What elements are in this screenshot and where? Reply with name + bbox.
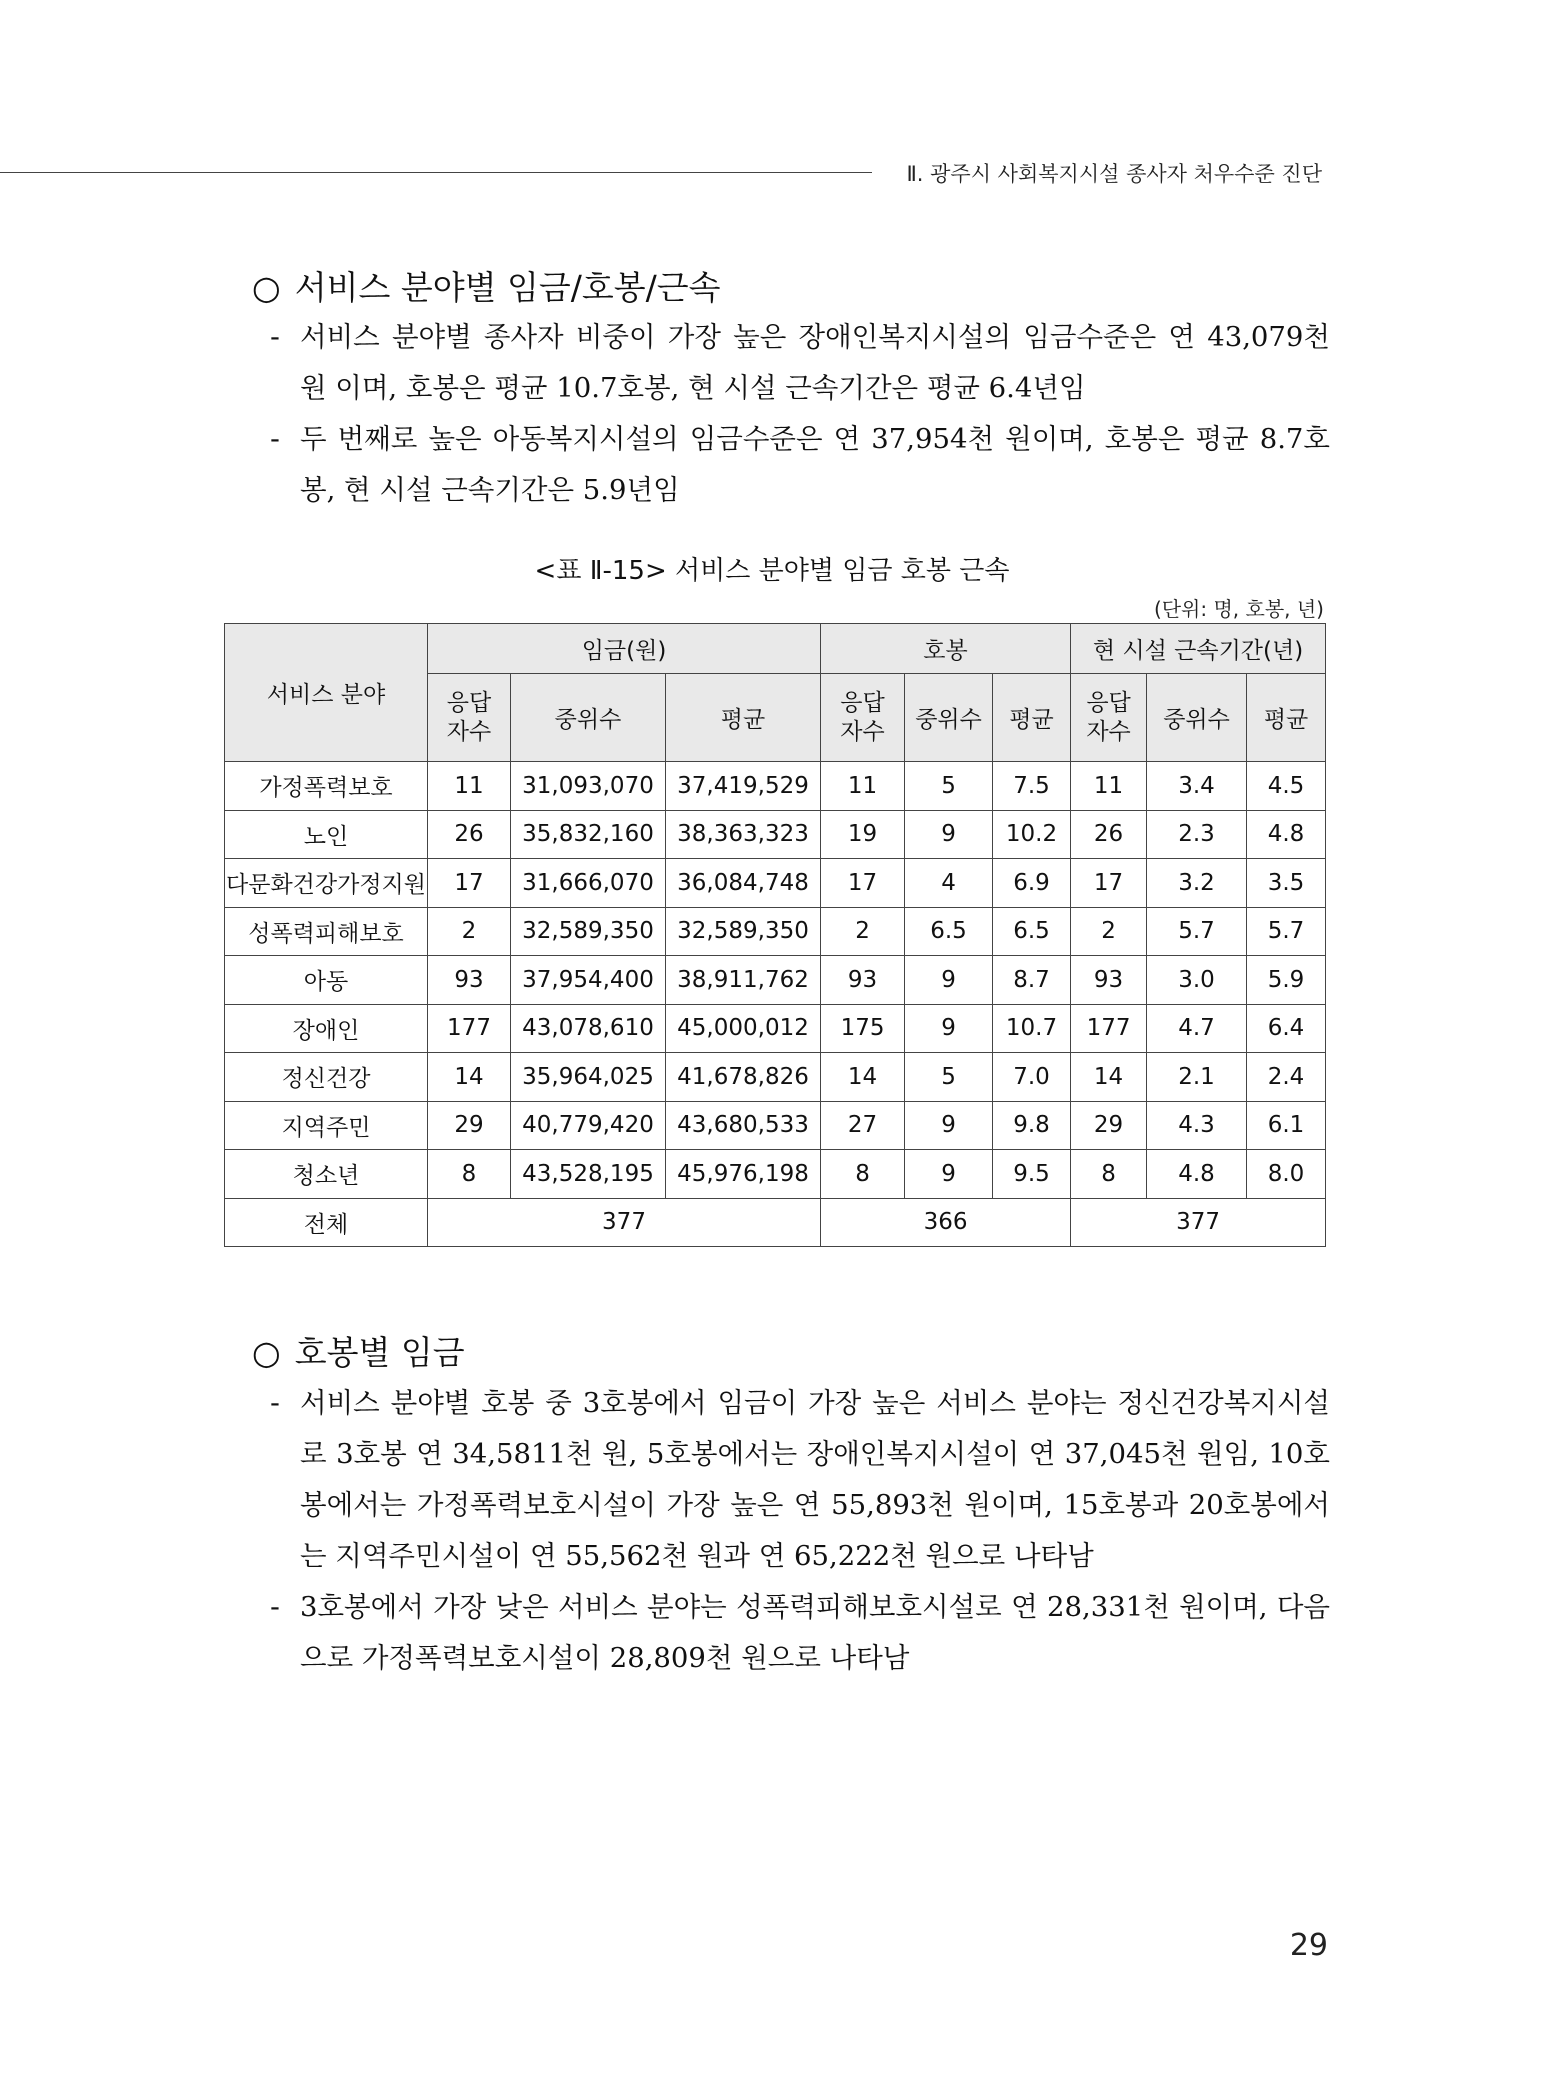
tenure-mean-cell: 3.5 [1247,859,1326,908]
tenure-respondents-cell: 93 [1071,956,1147,1005]
table-row [225,1004,1326,1053]
header-respondents: 응답자수 [1071,674,1147,762]
wage-respondents-cell: 177 [428,1004,511,1053]
total-wage-n: 377 [428,1198,821,1247]
tenure-respondents-cell: 177 [1071,1004,1147,1053]
bullet-text: 3호봉에서 가장 낮은 서비스 분야는 성폭력피해보호시설로 연 28,331천 원이며, 다음으로 가정폭력보호시설이 28,809천 원으로 나타남 [300,1591,1330,1674]
table-row [225,1150,1326,1199]
step-mean-cell: 7.5 [993,762,1071,811]
tenure-median-cell: 4.7 [1147,1004,1247,1053]
step-median-cell: 9 [905,1101,993,1150]
total-label: 전체 [225,1198,428,1247]
header-median: 중위수 [905,674,993,762]
wage-mean-cell: 38,363,323 [666,810,821,859]
step-respondents-cell: 93 [821,956,905,1005]
circle-bullet-icon: ○ [252,268,281,307]
tenure-respondents-cell: 26 [1071,810,1147,859]
wage-respondents-cell: 93 [428,956,511,1005]
tenure-mean-cell: 8.0 [1247,1150,1326,1199]
wage-mean-cell: 45,000,012 [666,1004,821,1053]
dash-bullet-icon: - [270,321,280,353]
service-field-cell: 장애인 [225,1004,428,1053]
wage-median-cell: 31,093,070 [511,762,666,811]
tenure-median-cell: 3.4 [1147,762,1247,811]
tenure-respondents-cell: 29 [1071,1101,1147,1150]
tenure-respondents-cell: 8 [1071,1150,1147,1199]
header-median: 중위수 [1147,674,1247,762]
service-field-cell: 가정폭력보호 [225,762,428,811]
tenure-respondents-cell: 2 [1071,907,1147,956]
wage-median-cell: 43,528,195 [511,1150,666,1199]
step-respondents-cell: 2 [821,907,905,956]
bullet-text: 두 번째로 높은 아동복지시설의 임금수준은 연 37,954천 원이며, 호봉은 평균 8.7호봉, 현 시설 근속기간은 5.9년임 [300,423,1330,506]
tenure-respondents-cell: 11 [1071,762,1147,811]
wage-median-cell: 32,589,350 [511,907,666,956]
table-row [225,762,1326,811]
service-field-cell: 성폭력피해보호 [225,907,428,956]
step-respondents-cell: 8 [821,1150,905,1199]
tenure-mean-cell: 4.8 [1247,810,1326,859]
total-tenure-n: 377 [1071,1198,1326,1247]
tenure-respondents-cell: 17 [1071,859,1147,908]
table-row [225,810,1326,859]
wage-median-cell: 31,666,070 [511,859,666,908]
tenure-median-cell: 4.3 [1147,1101,1247,1150]
wage-mean-cell: 32,589,350 [666,907,821,956]
header-mean: 평균 [666,674,821,762]
service-field-cell: 다문화건강가정지원 [225,859,428,908]
wage-mean-cell: 43,680,533 [666,1101,821,1150]
header-mean: 평균 [1247,674,1326,762]
table-row [225,1101,1326,1150]
bullet-item [270,1582,1330,1684]
wage-mean-cell: 36,084,748 [666,859,821,908]
step-mean-cell: 10.7 [993,1004,1071,1053]
step-median-cell: 6.5 [905,907,993,956]
tenure-median-cell: 3.2 [1147,859,1247,908]
tenure-mean-cell: 6.1 [1247,1101,1326,1150]
tenure-mean-cell: 5.7 [1247,907,1326,956]
wage-respondents-cell: 26 [428,810,511,859]
tenure-median-cell: 4.8 [1147,1150,1247,1199]
step-median-cell: 9 [905,1004,993,1053]
wage-median-cell: 35,832,160 [511,810,666,859]
tenure-mean-cell: 4.5 [1247,762,1326,811]
step-median-cell: 5 [905,1053,993,1102]
wage-respondents-cell: 29 [428,1101,511,1150]
step-respondents-cell: 27 [821,1101,905,1150]
service-field-cell: 청소년 [225,1150,428,1199]
wage-median-cell: 35,964,025 [511,1053,666,1102]
header-wage-group: 임금(원) [428,624,821,674]
wage-respondents-cell: 17 [428,859,511,908]
wage-respondents-cell: 8 [428,1150,511,1199]
section-heading-text: 서비스 분야별 임금/호봉/근속 [294,268,721,307]
header-step-group: 호봉 [821,624,1071,674]
step-median-cell: 4 [905,859,993,908]
bullet-text: 서비스 분야별 종사자 비중이 가장 높은 장애인복지시설의 임금수준은 연 43,079천 원 이며, 호봉은 평균 10.7호봉, 현 시설 근속기간은 평균 6.4년임 [300,321,1330,404]
step-mean-cell: 10.2 [993,810,1071,859]
wage-median-cell: 43,078,610 [511,1004,666,1053]
service-field-cell: 정신건강 [225,1053,428,1102]
header-respondents: 응답자수 [821,674,905,762]
tenure-median-cell: 3.0 [1147,956,1247,1005]
step-respondents-cell: 11 [821,762,905,811]
tenure-respondents-cell: 14 [1071,1053,1147,1102]
table-row [225,859,1326,908]
table-unit-note: (단위: 명, 호봉, 년) [1153,597,1324,621]
step-mean-cell: 8.7 [993,956,1071,1005]
header-median: 중위수 [511,674,666,762]
service-field-cell: 노인 [225,810,428,859]
wage-median-cell: 40,779,420 [511,1101,666,1150]
header-service-field: 서비스 분야 [225,624,428,762]
running-header: Ⅱ. 광주시 사회복지시설 종사자 처우수준 진단 [906,162,1322,186]
section-heading-wage-step-tenure [252,262,721,309]
header-tenure-group: 현 시설 근속기간(년) [1071,624,1326,674]
service-field-cell: 아동 [225,956,428,1005]
step-mean-cell: 7.0 [993,1053,1071,1102]
tenure-mean-cell: 2.4 [1247,1053,1326,1102]
bullet-item [270,414,1330,516]
page-number: 29 [1289,1928,1328,1963]
wage-mean-cell: 38,911,762 [666,956,821,1005]
wage-respondents-cell: 14 [428,1053,511,1102]
step-mean-cell: 9.5 [993,1150,1071,1199]
table-caption: <표 Ⅱ-15> 서비스 분야별 임금 호봉 근속 [534,556,1010,586]
wage-step-tenure-table [224,623,1326,1247]
wage-mean-cell: 41,678,826 [666,1053,821,1102]
service-field-cell: 지역주민 [225,1101,428,1150]
step-median-cell: 9 [905,1150,993,1199]
header-mean: 평균 [993,674,1071,762]
tenure-median-cell: 2.1 [1147,1053,1247,1102]
step-respondents-cell: 17 [821,859,905,908]
dash-bullet-icon: - [270,423,280,455]
header-respondents: 응답자수 [428,674,511,762]
table-row [225,1053,1326,1102]
tenure-mean-cell: 6.4 [1247,1004,1326,1053]
step-respondents-cell: 175 [821,1004,905,1053]
header-rule [0,172,872,173]
step-mean-cell: 6.9 [993,859,1071,908]
wage-median-cell: 37,954,400 [511,956,666,1005]
tenure-mean-cell: 5.9 [1247,956,1326,1005]
tenure-median-cell: 2.3 [1147,810,1247,859]
table-row-total [225,1198,1326,1247]
dash-bullet-icon: - [270,1591,280,1623]
step-respondents-cell: 19 [821,810,905,859]
section-heading-text: 호봉별 임금 [294,1333,465,1372]
circle-bullet-icon: ○ [252,1333,281,1372]
wage-mean-cell: 45,976,198 [666,1150,821,1199]
wage-mean-cell: 37,419,529 [666,762,821,811]
section-heading-wage-by-step [252,1327,465,1374]
bullet-text: 서비스 분야별 호봉 중 3호봉에서 임금이 가장 높은 서비스 분야는 정신건강복지시설로 3호봉 연 34,5811천 원, 5호봉에서는 장애인복지시설이 연 37,045천 원임, 10호봉에서는 가정폭력보호시설이 가장 높은 연 55,893천 원이며, 15호봉과 20호봉에서는 지역주민시설이 연 55,562천 원과 연 65,222천 원으로 나타남 [300,1387,1330,1572]
table-row [225,907,1326,956]
wage-respondents-cell: 11 [428,762,511,811]
bullet-item [270,312,1330,414]
total-step-n: 366 [821,1198,1071,1247]
tenure-median-cell: 5.7 [1147,907,1247,956]
step-mean-cell: 6.5 [993,907,1071,956]
table-row [225,956,1326,1005]
dash-bullet-icon: - [270,1387,280,1419]
wage-respondents-cell: 2 [428,907,511,956]
step-respondents-cell: 14 [821,1053,905,1102]
step-median-cell: 9 [905,956,993,1005]
bullet-item [270,1378,1330,1582]
step-median-cell: 9 [905,810,993,859]
step-median-cell: 5 [905,762,993,811]
step-mean-cell: 9.8 [993,1101,1071,1150]
